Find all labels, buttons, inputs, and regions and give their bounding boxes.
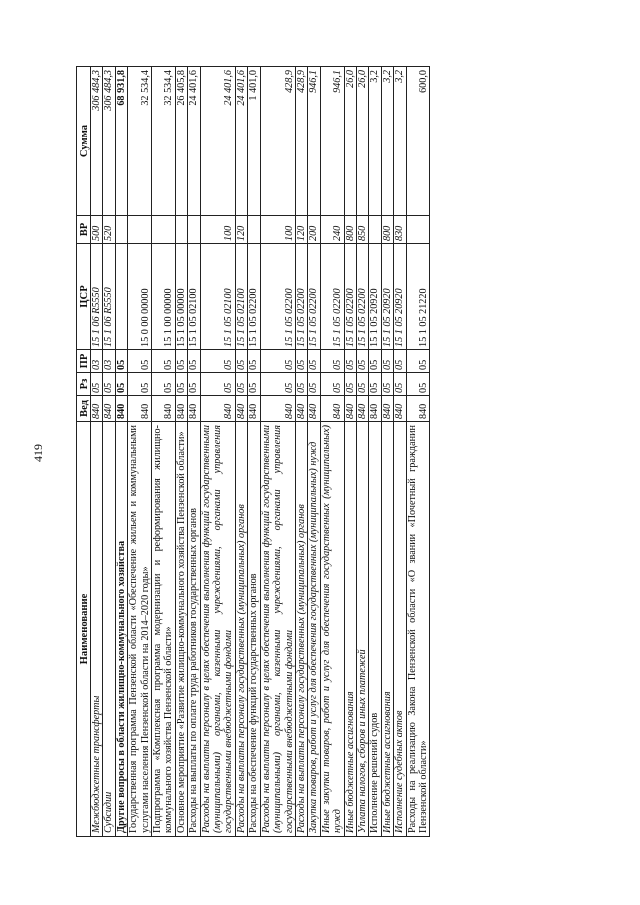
cell-ved: 840: [91, 396, 103, 422]
cell-vr: [248, 216, 260, 244]
cell-csr: 15 1 05 20920: [394, 244, 406, 350]
table-row: [295, 67, 307, 837]
cell-csr: 15 1 05 20920: [381, 244, 393, 350]
cell-ved: 840: [320, 396, 344, 422]
table-row: [248, 67, 260, 837]
cell-pr: 05: [344, 350, 356, 373]
cell-vr: 100: [200, 216, 235, 244]
cell-ved: 840: [406, 396, 430, 422]
cell-name: Расходы на выплаты по оплате труда работников государственных органов: [188, 422, 200, 837]
page-number: 419: [31, 444, 45, 462]
table-header-row: [77, 67, 91, 837]
cell-ved: 840: [308, 396, 320, 422]
cell-ved: 840: [381, 396, 393, 422]
cell-sum: 68 931,8: [115, 67, 127, 216]
table-row: [356, 67, 368, 837]
cell-name: Другие вопросы в области жилищно-коммунального хозяйства: [115, 422, 127, 837]
cell-ved: 840: [394, 396, 406, 422]
cell-pr: 05: [188, 350, 200, 373]
cell-rz: 05: [152, 373, 176, 396]
cell-name: Иные бюджетные ассигнования: [344, 422, 356, 837]
cell-rz: 05: [308, 373, 320, 396]
cell-vr: 800: [381, 216, 393, 244]
cell-name: Закупка товаров, работ и услуг для обеспечения государственных (муниципальных) нужд: [308, 422, 320, 837]
cell-rz: 05: [175, 373, 187, 396]
table-row: [235, 67, 247, 837]
column-header-sum: Сумма: [77, 67, 91, 216]
cell-sum: 32 534,4: [128, 67, 152, 216]
cell-sum: 946,1: [320, 67, 344, 216]
cell-name: Уплата налогов, сборов и иных платежей: [356, 422, 368, 837]
cell-sum: 1 401,0: [248, 67, 260, 216]
cell-rz: 05: [320, 373, 344, 396]
cell-vr: 830: [394, 216, 406, 244]
cell-sum: 3,2: [394, 67, 406, 216]
cell-name: Иные бюджетные ассигнования: [381, 422, 393, 837]
cell-name: Расходы на обеспечение функций государственных органов: [248, 422, 260, 837]
cell-csr: 15 1 05 02100: [188, 244, 200, 350]
cell-vr: 120: [295, 216, 307, 244]
cell-vr: [128, 216, 152, 244]
cell-name: Основное мероприятие «Развитие жилищно-коммунального хозяйства Пензенской области»: [175, 422, 187, 837]
cell-ved: 840: [356, 396, 368, 422]
cell-csr: 15 1 05 02200: [344, 244, 356, 350]
cell-csr: 15 1 05 00000: [175, 244, 187, 350]
cell-csr: 15 1 05 02100: [235, 244, 247, 350]
cell-ved: 840: [188, 396, 200, 422]
cell-pr: 05: [381, 350, 393, 373]
cell-vr: [406, 216, 430, 244]
cell-rz: 05: [188, 373, 200, 396]
cell-ved: 840: [260, 396, 295, 422]
cell-name: Исполнение судебных актов: [394, 422, 406, 837]
cell-csr: 15 1 06 R5550: [91, 244, 103, 350]
cell-pr: 05: [128, 350, 152, 373]
cell-pr: 05: [152, 350, 176, 373]
cell-pr: 05: [248, 350, 260, 373]
cell-rz: 05: [394, 373, 406, 396]
cell-vr: 120: [235, 216, 247, 244]
table-row: [369, 67, 381, 837]
cell-sum: 26,0: [356, 67, 368, 216]
budget-table: [76, 66, 430, 837]
cell-name: Исполнение решений судов: [369, 422, 381, 837]
cell-pr: 05: [320, 350, 344, 373]
cell-name: Межбюджетные трансферты: [91, 422, 103, 837]
table-row: [394, 67, 406, 837]
cell-pr: 05: [235, 350, 247, 373]
table-row: [115, 67, 127, 837]
cell-pr: 05: [115, 350, 127, 373]
cell-name: Расходы на реализацию Закона Пензенской области «О звании «Почетный гражданин Пензенской области»: [406, 422, 430, 837]
cell-ved: 840: [235, 396, 247, 422]
cell-vr: [175, 216, 187, 244]
cell-csr: 15 1 06 R5550: [103, 244, 115, 350]
cell-sum: 26 405,8: [175, 67, 187, 216]
cell-vr: 240: [320, 216, 344, 244]
cell-name: Иные закупки товаров, работ и услуг для обеспечения государственных (муниципальных) нужд: [320, 422, 344, 837]
cell-vr: 850: [356, 216, 368, 244]
cell-pr: 03: [103, 350, 115, 373]
cell-csr: [115, 244, 127, 350]
table-row: [308, 67, 320, 837]
cell-rz: 05: [369, 373, 381, 396]
table-row: [103, 67, 115, 837]
cell-name: Государственная программа Пензенской области «Обеспечение жильем и коммунальными услугами населения Пензенской области на 2014–2020 годы»: [128, 422, 152, 837]
cell-vr: 800: [344, 216, 356, 244]
cell-pr: 05: [308, 350, 320, 373]
cell-sum: 24 401,6: [235, 67, 247, 216]
cell-ved: 840: [369, 396, 381, 422]
rotated-page-content: [76, 67, 566, 837]
cell-vr: 200: [308, 216, 320, 244]
cell-ved: 840: [152, 396, 176, 422]
cell-pr: 05: [406, 350, 430, 373]
cell-csr: 15 1 00 00000: [152, 244, 176, 350]
cell-rz: 05: [356, 373, 368, 396]
cell-rz: 05: [103, 373, 115, 396]
cell-sum: 428,9: [295, 67, 307, 216]
cell-pr: 05: [175, 350, 187, 373]
column-header-ved: Вед: [77, 396, 91, 422]
cell-ved: 840: [128, 396, 152, 422]
cell-vr: 500: [91, 216, 103, 244]
column-header-pr: ПР: [77, 350, 91, 373]
cell-sum: 946,1: [308, 67, 320, 216]
cell-csr: 15 1 05 02200: [320, 244, 344, 350]
cell-ved: 840: [248, 396, 260, 422]
cell-name: Расходы на выплаты персоналу в целях обеспечения выполнения функций государственными (муниципальными) органами, казенными учреждениями, органами управления государственными внебюджетными фондами: [200, 422, 235, 837]
cell-csr: 15 1 05 02200: [308, 244, 320, 350]
cell-name: Расходы на выплаты персоналу государственных (муниципальных) органов: [235, 422, 247, 837]
column-header-name: Наименование: [77, 422, 91, 837]
cell-name: Субсидии: [103, 422, 115, 837]
cell-name: Подпрограмма «Комплексная программа модернизации и реформирования жилищно-коммунального хозяйства Пензенской области»: [152, 422, 176, 837]
table-row: [344, 67, 356, 837]
cell-sum: 3,2: [369, 67, 381, 216]
column-header-vr: ВР: [77, 216, 91, 244]
cell-csr: 15 1 05 02200: [295, 244, 307, 350]
cell-rz: 05: [91, 373, 103, 396]
cell-pr: 03: [91, 350, 103, 373]
cell-rz: 05: [295, 373, 307, 396]
cell-csr: 15 1 05 02200: [248, 244, 260, 350]
cell-ved: 840: [175, 396, 187, 422]
cell-pr: 05: [356, 350, 368, 373]
cell-vr: 100: [260, 216, 295, 244]
table-row: [406, 67, 430, 837]
cell-rz: 05: [344, 373, 356, 396]
cell-csr: 15 1 05 02200: [260, 244, 295, 350]
cell-sum: 26,0: [344, 67, 356, 216]
cell-pr: 05: [295, 350, 307, 373]
cell-csr: 15 1 05 20920: [369, 244, 381, 350]
cell-sum: 24 401,6: [188, 67, 200, 216]
cell-pr: 05: [260, 350, 295, 373]
cell-vr: [152, 216, 176, 244]
cell-sum: 428,9: [260, 67, 295, 216]
column-header-csr: ЦСР: [77, 244, 91, 350]
cell-vr: [369, 216, 381, 244]
column-header-rz: Рз: [77, 373, 91, 396]
table-row: [200, 67, 235, 837]
cell-rz: 05: [128, 373, 152, 396]
cell-rz: 05: [200, 373, 235, 396]
cell-rz: 05: [115, 373, 127, 396]
table-row: [152, 67, 176, 837]
cell-name: Расходы на выплаты персоналу в целях обеспечения выполнения функций государственными (муниципальными) органами, казенными учреждениями, органами управления государственными внебюджетными фондами: [260, 422, 295, 837]
cell-csr: 15 1 05 02100: [200, 244, 235, 350]
table-row: [188, 67, 200, 837]
cell-rz: 05: [260, 373, 295, 396]
cell-csr: 15 0 00 00000: [128, 244, 152, 350]
cell-ved: 840: [344, 396, 356, 422]
cell-sum: 306 484,3: [91, 67, 103, 216]
cell-vr: 520: [103, 216, 115, 244]
table-row: [320, 67, 344, 837]
cell-ved: 840: [295, 396, 307, 422]
cell-rz: 05: [248, 373, 260, 396]
cell-pr: 05: [394, 350, 406, 373]
cell-csr: 15 1 05 02200: [356, 244, 368, 350]
cell-vr: [115, 216, 127, 244]
cell-vr: [188, 216, 200, 244]
cell-pr: 05: [369, 350, 381, 373]
cell-sum: 3,2: [381, 67, 393, 216]
cell-pr: 05: [200, 350, 235, 373]
cell-rz: 05: [381, 373, 393, 396]
cell-sum: 24 401,6: [200, 67, 235, 216]
cell-csr: 15 1 05 21220: [406, 244, 430, 350]
table-row: [260, 67, 295, 837]
cell-name: Расходы на выплаты персоналу государственных (муниципальных) органов: [295, 422, 307, 837]
table-row: [128, 67, 152, 837]
cell-sum: 600,0: [406, 67, 430, 216]
cell-sum: 306 484,3: [103, 67, 115, 216]
table-row: [91, 67, 103, 837]
table-row: [175, 67, 187, 837]
cell-ved: 840: [200, 396, 235, 422]
cell-sum: 32 534,4: [152, 67, 176, 216]
cell-ved: 840: [115, 396, 127, 422]
table-row: [381, 67, 393, 837]
cell-ved: 840: [103, 396, 115, 422]
cell-rz: 05: [235, 373, 247, 396]
cell-rz: 05: [406, 373, 430, 396]
